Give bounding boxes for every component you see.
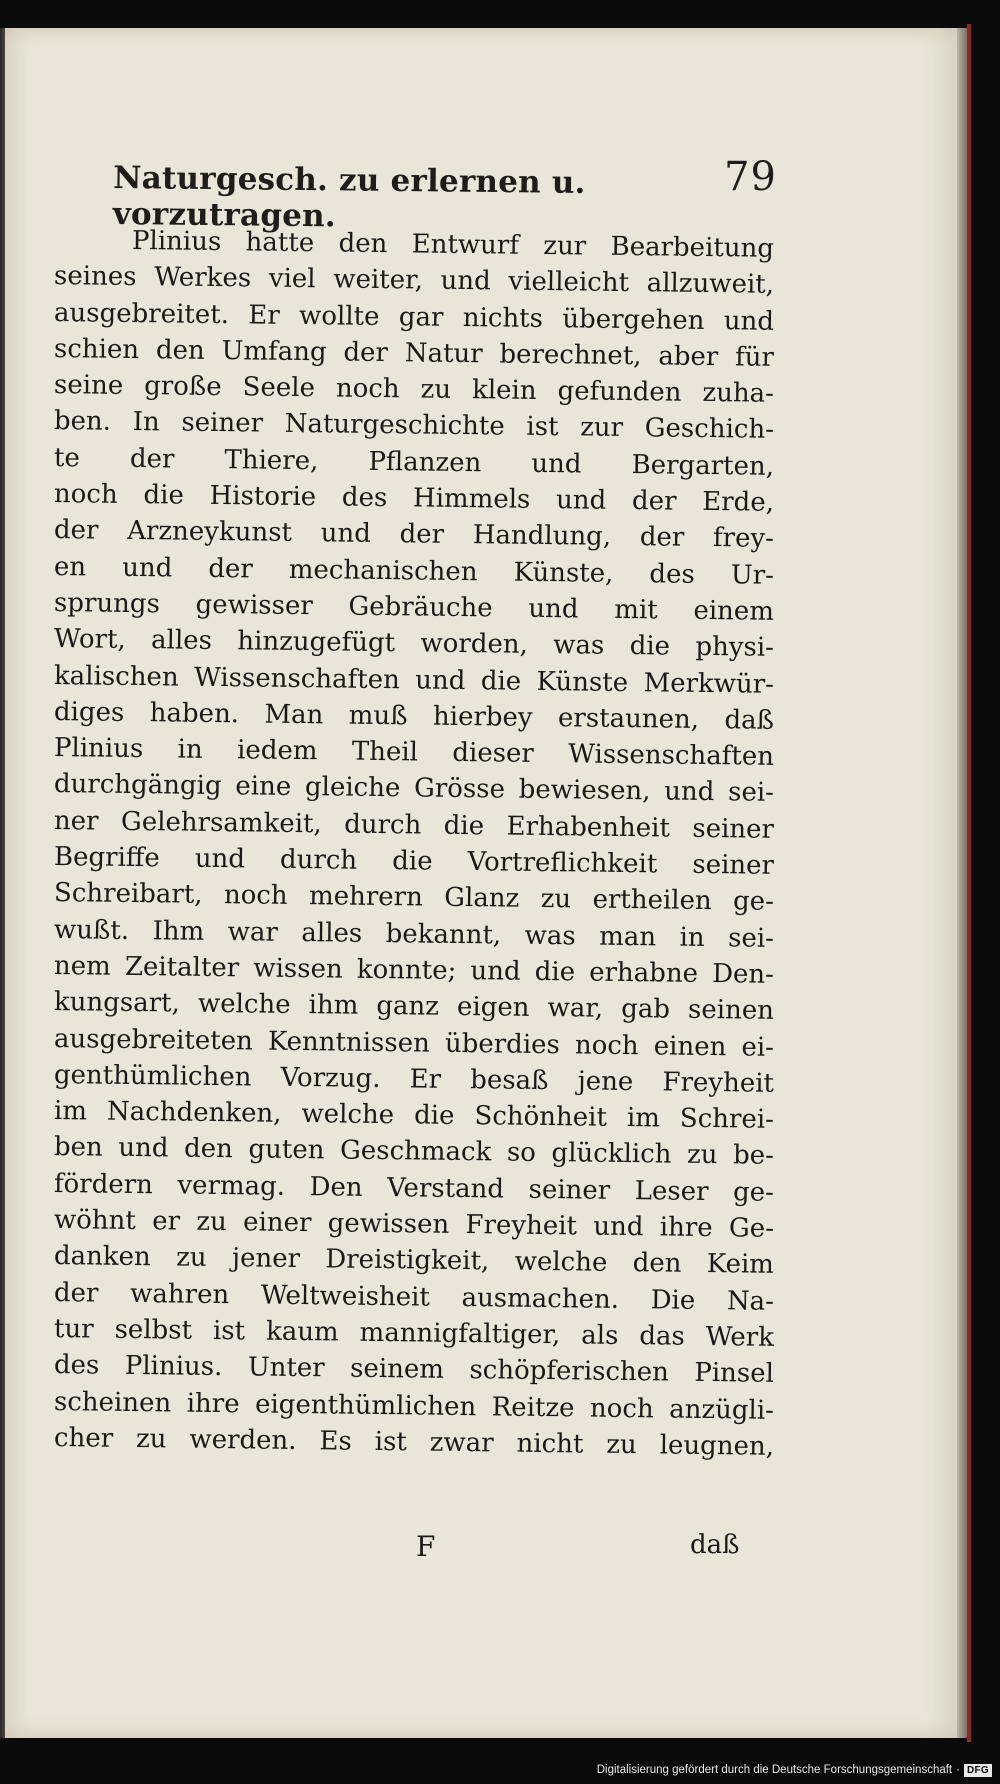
text-line: seines Werkes viel weiter, und vielleicht allzuweit, <box>53 261 775 301</box>
text-line: te der Thiere, Pflanzen und Bergarten, <box>53 442 775 482</box>
text-line: ner Gelehrsamkeit, durch die Erhabenheit seiner <box>53 805 775 845</box>
text-line: scheinen ihre eigenthümlichen Reitze noch anzügli- <box>53 1386 775 1426</box>
text-line: noch die Historie des Himmels und der Erde, <box>53 479 775 518</box>
catchword: daß <box>690 1530 740 1560</box>
text-line: danken zu jener Dreistigkeit, welche den Keim <box>53 1241 775 1281</box>
text-line: kungsart, welche ihm ganz eigen war, gab seinen <box>53 987 775 1027</box>
text-line: der wahren Weltweisheit ausmachen. Die Na- <box>53 1277 775 1317</box>
text-line: ausgebreitet. Er wollte gar nichts übergehen und <box>53 297 775 337</box>
credit-separator: · <box>956 1764 960 1776</box>
text-line: seine große Seele noch zu klein gefunden zuha- <box>53 370 775 409</box>
text-line: fördern vermag. Den Verstand seiner Leser ge- <box>53 1168 775 1208</box>
signature-mark: F <box>416 1530 436 1563</box>
dfg-logo-icon: DFG <box>964 1764 992 1777</box>
text-line: ben und den guten Geschmack so glücklich zu be- <box>53 1132 775 1172</box>
text-line: kalischen Wissenschaften und die Künste Merkwür- <box>53 660 775 700</box>
book-edge <box>957 28 967 1738</box>
text-line: des Plinius. Unter seinem schöpferischen Pinsel <box>53 1350 775 1389</box>
digitization-credit <box>597 1760 992 1780</box>
text-line: diges haben. Man muß hierbey erstaunen, daß <box>53 696 775 736</box>
text-line: Plinius in iedem Theil dieser Wissenschaften <box>53 733 775 772</box>
text-line: im Nachdenken, welche die Schönheit im Schrei- <box>53 1096 775 1135</box>
text-line: cher zu werden. Es ist zwar nicht zu leugnen, <box>53 1422 775 1462</box>
text-line: wußt. Ihm war alles bekannt, was man in sei- <box>53 914 775 954</box>
body-text <box>53 222 775 1462</box>
running-head <box>112 148 777 235</box>
text-line: der Arzneykunst und der Handlung, der frey- <box>53 515 775 555</box>
text-line: nem Zeitalter wissen konnte; und die erhabne Den- <box>53 950 775 990</box>
text-line: durchgängig eine gleiche Grösse bewiesen, und sei- <box>53 769 775 809</box>
text-line: genthümlichen Vorzug. Er besaß jene Freyheit <box>53 1059 775 1099</box>
running-head-title: Naturgesch. zu erlernen u. vorzutragen. <box>112 160 586 235</box>
text-line: ben. In seiner Naturgeschichte ist zur Geschich- <box>53 406 775 446</box>
text-line: sprungs gewisser Gebräuche und mit einem <box>53 587 775 627</box>
text-line: ausgebreiteten Kenntnissen überdies noch einen ei- <box>53 1023 775 1063</box>
book-edge-red <box>967 24 971 1742</box>
text-line: Schreibart, noch mehrern Glanz zu ertheilen ge- <box>53 878 775 918</box>
credit-text: Digitalisierung gefördert durch die Deutsche Forschungsgemeinschaft <box>596 1764 953 1776</box>
text-line: en und der mechanischen Künste, des Ur- <box>53 551 775 591</box>
text-line: schien den Umfang der Natur berechnet, aber für <box>53 333 775 373</box>
text-line: Begriffe und durch die Vortreflichkeit seiner <box>53 842 775 881</box>
text-line: Wort, alles hinzugefügt worden, was die physi- <box>53 624 775 664</box>
page-number: 79 <box>724 154 777 200</box>
text-line: wöhnt er zu einer gewissen Freyheit und ihre Ge- <box>53 1205 775 1244</box>
text-line: tur selbst ist kaum mannigfaltiger, als das Werk <box>53 1313 775 1353</box>
text-line: Plinius hatte den Entwurf zur Bearbeitung <box>131 225 775 264</box>
